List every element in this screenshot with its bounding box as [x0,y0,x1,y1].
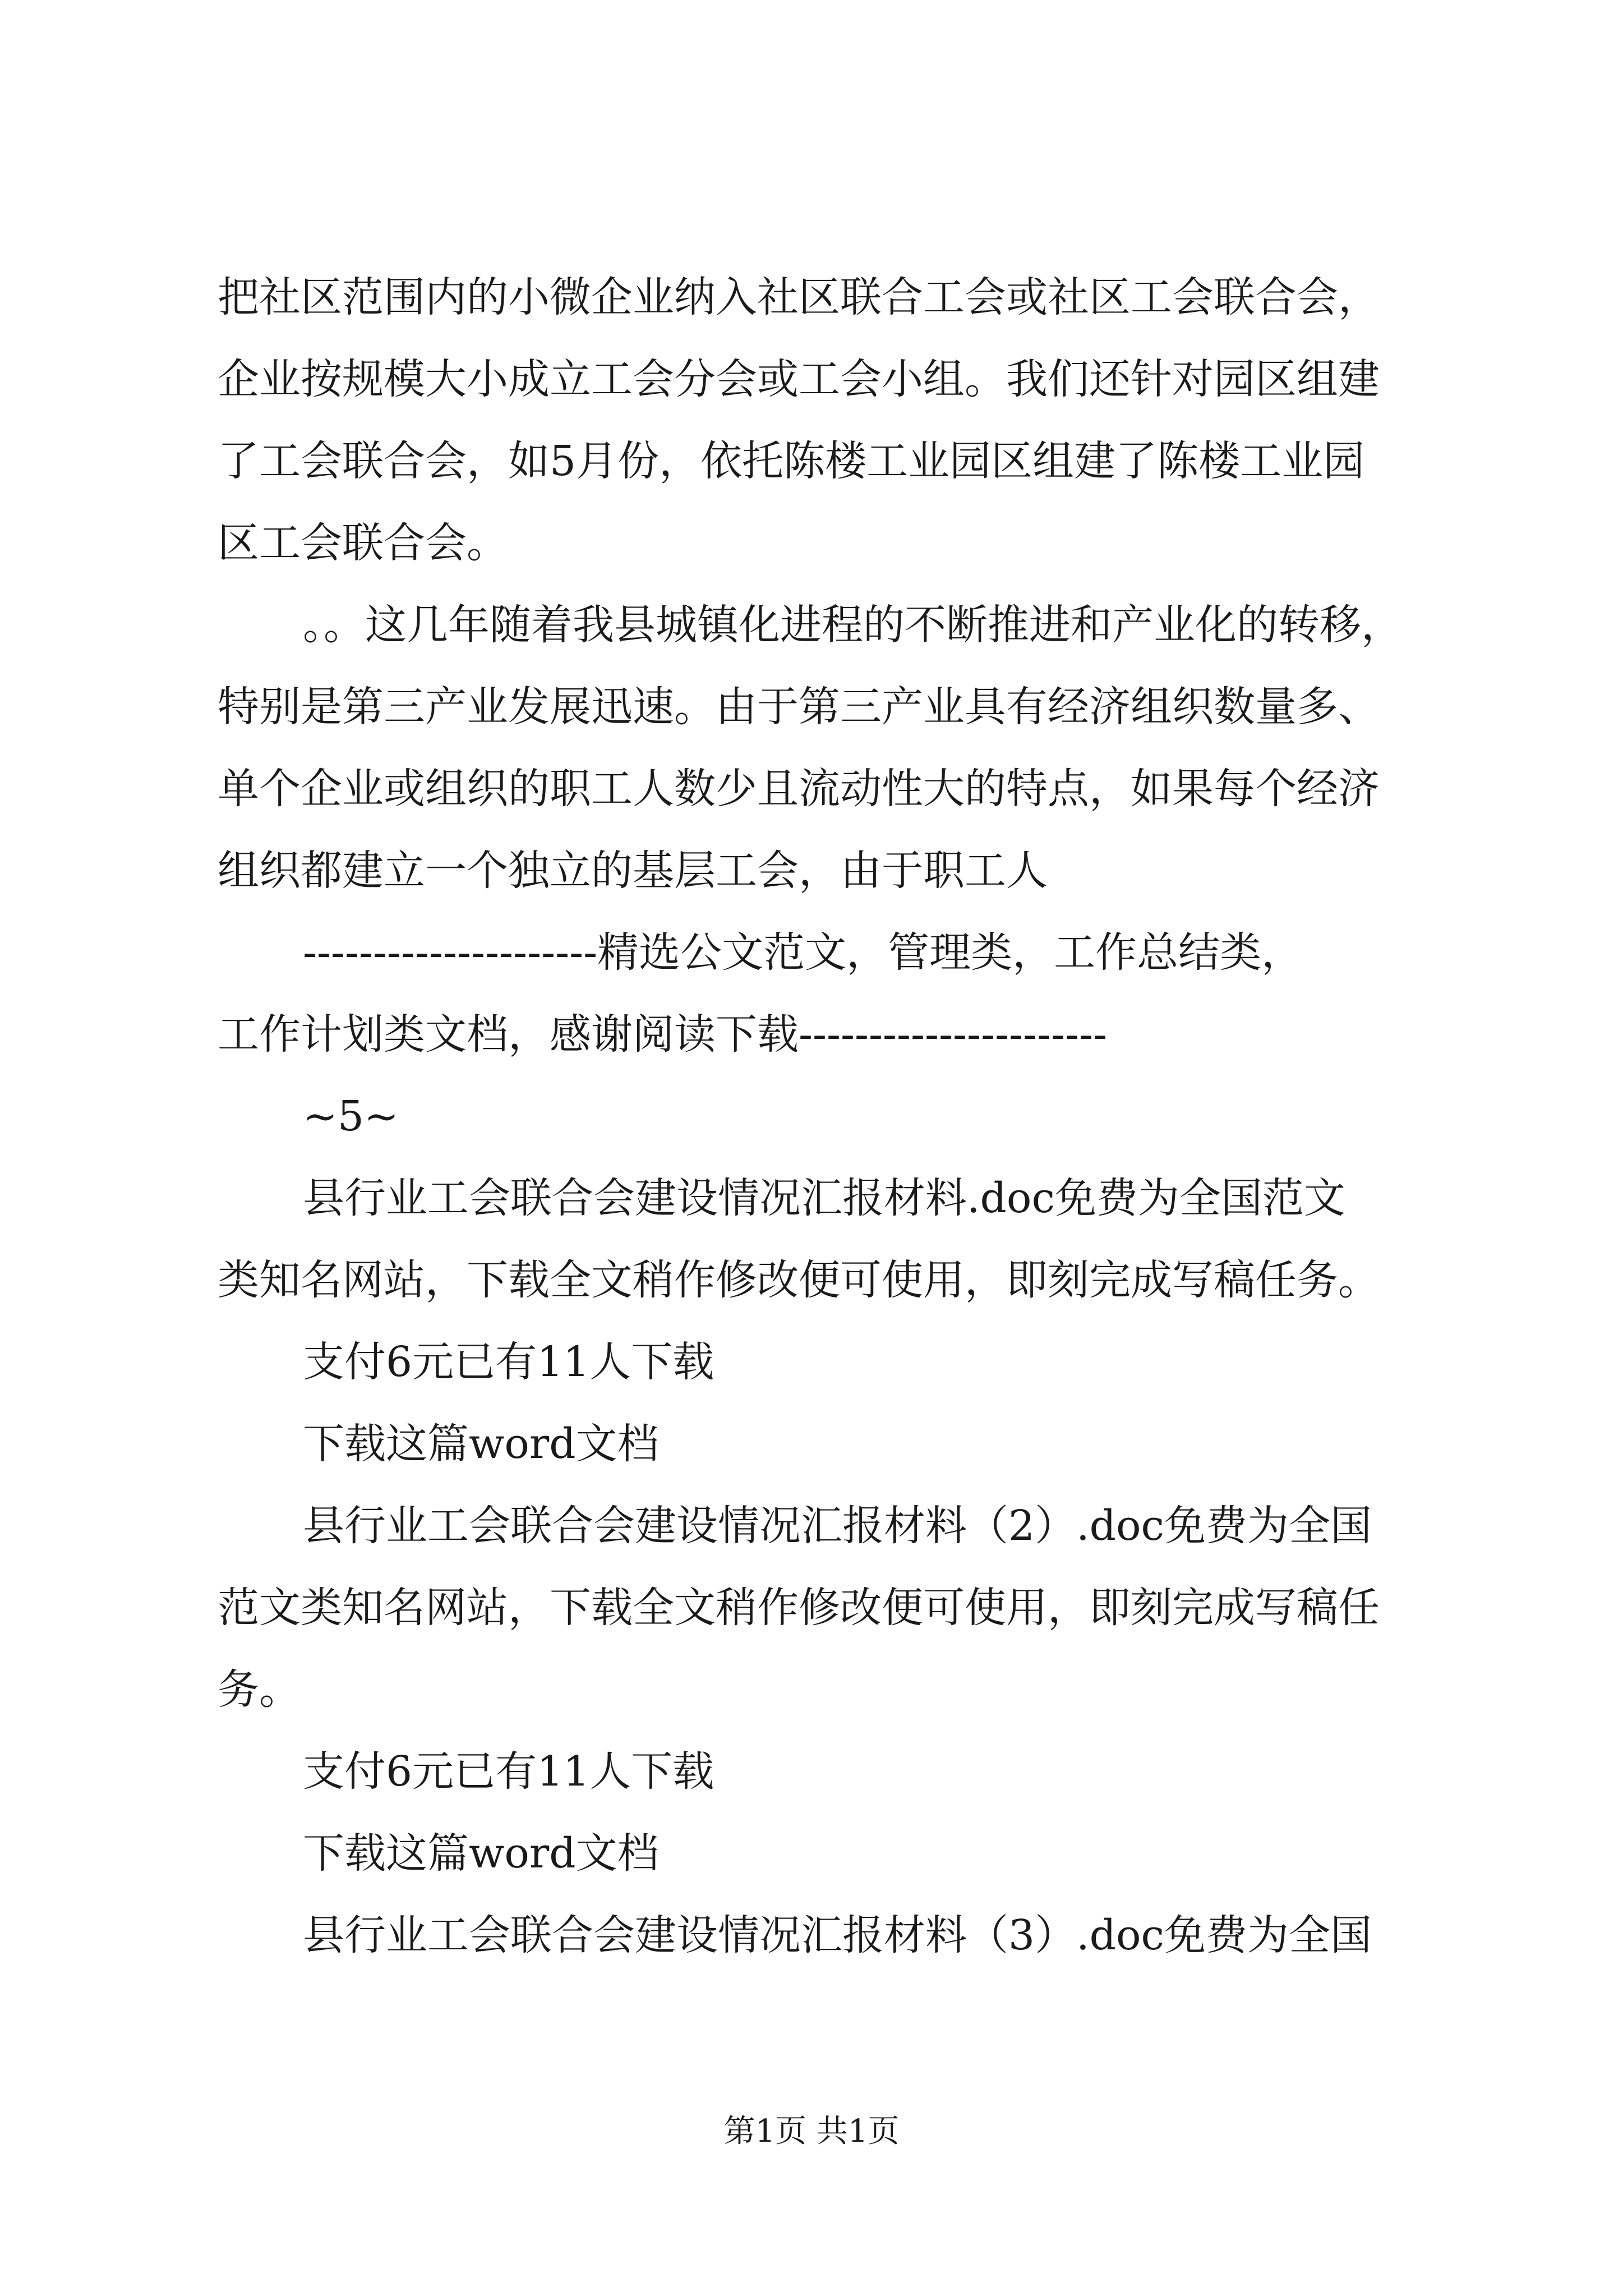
paragraph-line: 组织都建立一个独立的基层工会，由于职工人 [218,846,1048,895]
paragraph-line: 企业按规模大小成立工会分会或工会小组。我们还针对园区组建 [218,355,1380,403]
related-doc-1-download-link[interactable]: 下载这篇word文档 [303,1420,659,1468]
related-doc-1-title[interactable]: 县行业工会联合会建设情况汇报材料.doc免费为全国范文 [303,1174,1345,1222]
paragraph-line: 单个企业或组织的职工人数少且流动性大的特点，如果每个经济 [218,765,1380,813]
promo-line: 工作计划类文档，感谢阅读下载---------------------- [218,1010,1108,1059]
page-footer: 第1页 共1页 [723,2113,900,2150]
promo-line: ---------------------精选公文范文，管理类，工作总结类， [303,928,1303,977]
paragraph-line: 把社区范围内的小微企业纳入社区联合工会或社区工会联合会， [218,273,1380,321]
related-doc-1-price: 支付6元已有11人下载 [303,1338,714,1386]
related-doc-2-title[interactable]: 县行业工会联合会建设情况汇报材料（2）.doc免费为全国 [303,1502,1372,1550]
paragraph-line: 。。这几年随着我县城镇化进程的不断推进和产业化的转移， [303,601,1403,649]
related-doc-1-desc: 类知名网站，下载全文稍作修改便可使用，即刻完成写稿任务。 [218,1256,1380,1304]
related-doc-3-title[interactable]: 县行业工会联合会建设情况汇报材料（3）.doc免费为全国 [303,1911,1372,1959]
related-doc-2-price: 支付6元已有11人下载 [303,1747,714,1796]
paragraph-line: 区工会联合会。 [218,519,508,567]
related-doc-2-download-link[interactable]: 下载这篇word文档 [303,1829,659,1878]
paragraph-line: 特别是第三产业发展迅速。由于第三产业具有经济组织数量多、 [218,683,1380,731]
paragraph-line: 了工会联合会，如5月份，依托陈楼工业园区组建了陈楼工业园 [218,437,1365,485]
related-doc-2-desc: 范文类知名网站，下载全文稍作修改便可使用，即刻完成写稿任 [218,1584,1380,1632]
page-marker: ~5~ [303,1092,399,1140]
related-doc-2-desc: 务。 [218,1665,301,1714]
